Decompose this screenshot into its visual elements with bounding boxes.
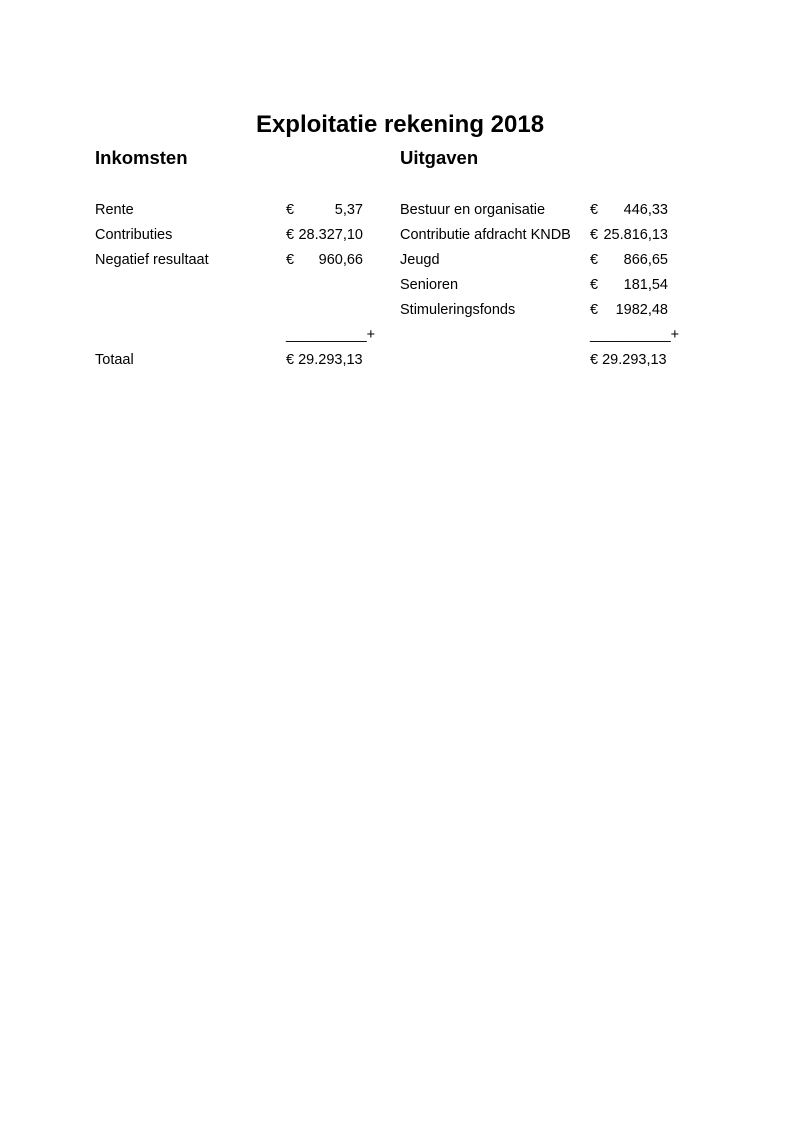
expenses-total: € 29.293,13: [590, 352, 667, 368]
line-item: [400, 200, 668, 220]
line-item: [95, 200, 363, 220]
income-sum-line: __________+: [286, 327, 376, 343]
income-total: € 29.293,13: [286, 352, 363, 368]
item-amount: 866,65: [623, 252, 668, 268]
line-item: [95, 250, 363, 270]
line-item: [400, 275, 668, 295]
item-label: Bestuur en organisatie: [400, 202, 546, 218]
currency-symbol: €: [286, 252, 295, 268]
item-label: Jeugd: [400, 252, 440, 268]
currency-symbol: €: [590, 227, 599, 243]
item-amount: 28.327,10: [298, 227, 363, 243]
line-item: [400, 300, 668, 320]
item-label: Negatief resultaat: [95, 252, 209, 268]
item-label: Stimuleringsfonds: [400, 302, 516, 318]
line-item: [95, 225, 363, 245]
item-amount: 25.816,13: [603, 227, 668, 243]
item-amount: 446,33: [623, 202, 668, 218]
item-label: Contributies: [95, 227, 173, 243]
item-label: Contributie afdracht KNDB: [400, 227, 571, 243]
currency-symbol: €: [590, 252, 599, 268]
item-amount: 5,37: [334, 202, 363, 218]
item-amount: 1982,48: [615, 302, 668, 318]
item-label: Rente: [95, 202, 134, 218]
page-title: Exploitatie rekening 2018: [255, 111, 545, 138]
item-amount: 181,54: [623, 277, 668, 293]
currency-symbol: €: [286, 227, 295, 243]
currency-symbol: €: [286, 202, 295, 218]
income-total-label: Totaal: [95, 352, 134, 368]
expenses-heading: Uitgaven: [400, 147, 479, 168]
currency-symbol: €: [590, 302, 599, 318]
line-item: [400, 225, 668, 245]
item-amount: 960,66: [318, 252, 363, 268]
income-heading: Inkomsten: [95, 147, 188, 168]
expenses-sum-line: __________+: [590, 327, 680, 343]
currency-symbol: €: [590, 202, 599, 218]
currency-symbol: €: [590, 277, 599, 293]
item-label: Senioren: [400, 277, 459, 293]
line-item: [400, 250, 668, 270]
